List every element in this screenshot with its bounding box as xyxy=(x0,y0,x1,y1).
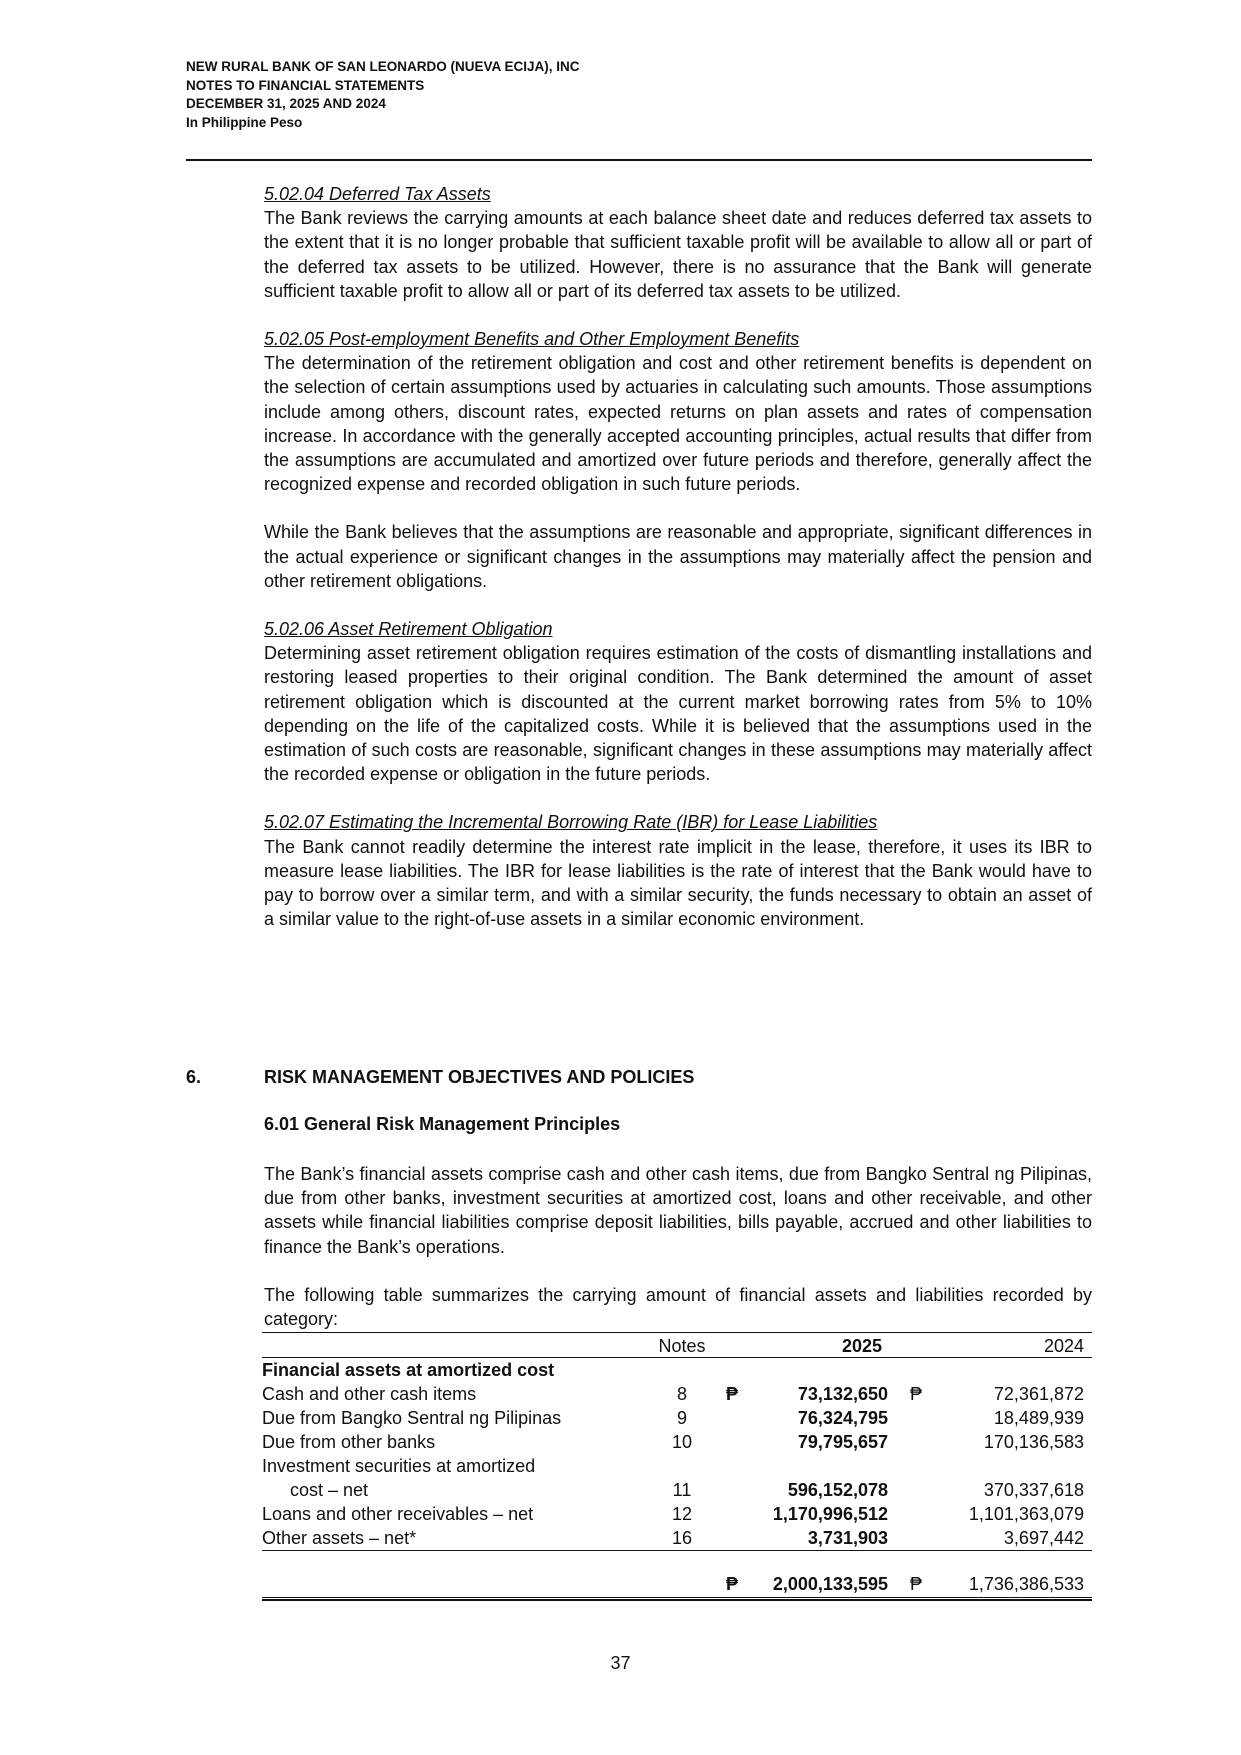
section-text-5-02-07: The Bank cannot readily determine the interest rate implicit in the lease, therefore, it uses its IBR to measure lease liabilities. The IBR for lease liabilities is the rate of interest that the Bank would have to pay to borrow over a similar term, and with a similar security, the funds necessary to obtain an asset of a similar value to the right-of-use assets in a similar economic environment. xyxy=(264,836,1092,930)
total-2025: 2,000,133,595 xyxy=(772,1574,888,1594)
notes-column-header: Notes xyxy=(658,1336,706,1356)
section-heading-5-02-07: 5.02.07 Estimating the Incremental Borrowing Rate (IBR) for Lease Liabilities xyxy=(264,812,878,833)
section-text-5-02-04: The Bank reviews the carrying amounts at each balance sheet date and reduces deferred tax assets to the extent that it is no longer probable that sufficient taxable profit will be available to allow all or part of the deferred tax assets to be utilized. However, there is no assurance that the Bank will generate sufficient taxable profit to allow all or part of its deferred tax assets to be utilized. xyxy=(264,208,1092,301)
table-row xyxy=(262,1526,1092,1550)
header-divider xyxy=(186,159,1092,161)
value-2025: 73,132,650 xyxy=(797,1384,888,1404)
value-2024: 18,489,939 xyxy=(993,1408,1084,1428)
section-text-5-02-05-b: While the Bank believes that the assumptions are reasonable and appropriate, significant differences in the actual experience or significant changes in the assumptions may materially affect the pension and other retirement obligations. xyxy=(264,522,1092,591)
document-header xyxy=(186,58,580,132)
company-name: NEW RURAL BANK OF SAN LEONARDO (NUEVA ECIJA), INC xyxy=(186,59,580,74)
row-label: Loans and other receivables – net xyxy=(262,1504,534,1524)
value-2024: 370,337,618 xyxy=(983,1480,1084,1500)
risk-paragraph-1: The Bank’s financial assets comprise cash and other cash items, due from Bangko Sentral ng Pilipinas, due from other banks, investment securities at amortized cost, loans and other receivable, and other assets while financial liabilities comprise deposit liabilities, bills payable, accrued and other liabilities to finance the Bank’s operations. xyxy=(264,1164,1092,1257)
financial-assets-table xyxy=(262,1334,1092,1596)
section-text-5-02-06: Determining asset retirement obligation requires estimation of the costs of dismantling installations and restoring leased properties to their original condition. The Bank determined the amount of asset retirement obligation which is discounted at the current market borrowing rates from 5% to 10% depending on the life of the capitalized costs. While it is believed that the assumptions used in the estimation of such costs are reasonable, significant changes in these assumptions may materially affect the recorded expense or obligation in the future periods. xyxy=(264,643,1092,785)
value-2025: 76,324,795 xyxy=(797,1408,888,1428)
row-label: Investment securities at amortized xyxy=(262,1456,536,1476)
notes-body xyxy=(264,182,1092,931)
section-heading-5-02-05: 5.02.05 Post-employment Benefits and Other Employment Benefits xyxy=(264,329,800,350)
row-note: 9 xyxy=(676,1408,687,1428)
section-6-body xyxy=(264,1162,1092,1331)
section-number: 6. xyxy=(186,1067,202,1087)
year-2025-header: 2025 xyxy=(841,1336,882,1356)
section-text-5-02-05: The determination of the retirement obligation and cost and other retirement benefits is dependent on the selection of certain assumptions used by actuaries in calculating such amounts. Those assumptions include among others, discount rates, expected returns on plan assets and rates of compensation increase. In accordance with the generally accepted accounting principles, actual results that differ from the assumptions are accumulated and amortized over future periods and therefore, generally affect the recognized expense and recorded obligation in such future periods. xyxy=(264,353,1092,495)
total-double-rule xyxy=(262,1597,1092,1601)
statement-title: NOTES TO FINANCIAL STATEMENTS xyxy=(186,77,425,93)
risk-paragraph-2: The following table summarizes the carrying amount of financial assets and liabilities recorded by category: xyxy=(264,1284,1092,1330)
row-label: Other assets – net* xyxy=(262,1528,417,1548)
subsection-title: 6.01 General Risk Management Principles xyxy=(264,1114,621,1134)
row-note: 8 xyxy=(676,1384,687,1404)
section-heading-5-02-04: 5.02.04 Deferred Tax Assets xyxy=(264,184,491,204)
row-label: Due from other banks xyxy=(262,1432,436,1452)
table-total-row xyxy=(262,1572,1092,1596)
row-label-continued: cost – net xyxy=(290,1480,369,1500)
peso-sign: ₱ xyxy=(726,1384,739,1404)
currency-note: In Philippine Peso xyxy=(186,114,303,130)
row-label: Due from Bangko Sentral ng Pilipinas xyxy=(262,1408,562,1428)
row-note: 11 xyxy=(672,1480,692,1500)
table-row xyxy=(262,1502,1092,1526)
row-note: 16 xyxy=(671,1528,693,1548)
value-2025: 1,170,996,512 xyxy=(772,1504,888,1524)
table-group-row xyxy=(262,1358,1092,1382)
value-2024: 72,361,872 xyxy=(993,1384,1084,1404)
section-title: RISK MANAGEMENT OBJECTIVES AND POLICIES xyxy=(264,1067,695,1087)
section-heading-5-02-06: 5.02.06 Asset Retirement Obligation xyxy=(264,619,553,640)
row-note: 10 xyxy=(671,1432,693,1452)
peso-sign: ₱ xyxy=(726,1574,739,1594)
value-2024: 1,101,363,079 xyxy=(968,1504,1084,1524)
table-row xyxy=(262,1454,1092,1478)
spacer-row xyxy=(262,1550,1092,1572)
page-number: 37 xyxy=(610,1653,631,1673)
statement-date: DECEMBER 31, 2025 AND 2024 xyxy=(186,96,386,111)
value-2025: 596,152,078 xyxy=(787,1480,888,1500)
value-2025: 79,795,657 xyxy=(797,1432,888,1452)
table-row xyxy=(262,1382,1092,1406)
table-top-rule xyxy=(262,1332,1092,1333)
table-row xyxy=(262,1406,1092,1430)
value-2025: 3,731,903 xyxy=(807,1528,888,1548)
peso-sign: ₱ xyxy=(910,1384,923,1404)
table-row xyxy=(262,1478,1092,1502)
table-row xyxy=(262,1430,1092,1454)
total-2024: 1,736,386,533 xyxy=(968,1574,1084,1594)
year-2024-header: 2024 xyxy=(1043,1336,1084,1356)
table-header-row xyxy=(262,1334,1092,1358)
row-label: Cash and other cash items xyxy=(262,1384,477,1404)
value-2024: 3,697,442 xyxy=(1003,1528,1084,1548)
group-title: Financial assets at amortized cost xyxy=(262,1360,555,1380)
value-2024: 170,136,583 xyxy=(983,1432,1084,1452)
peso-sign: ₱ xyxy=(910,1574,923,1594)
row-note: 12 xyxy=(671,1504,693,1524)
